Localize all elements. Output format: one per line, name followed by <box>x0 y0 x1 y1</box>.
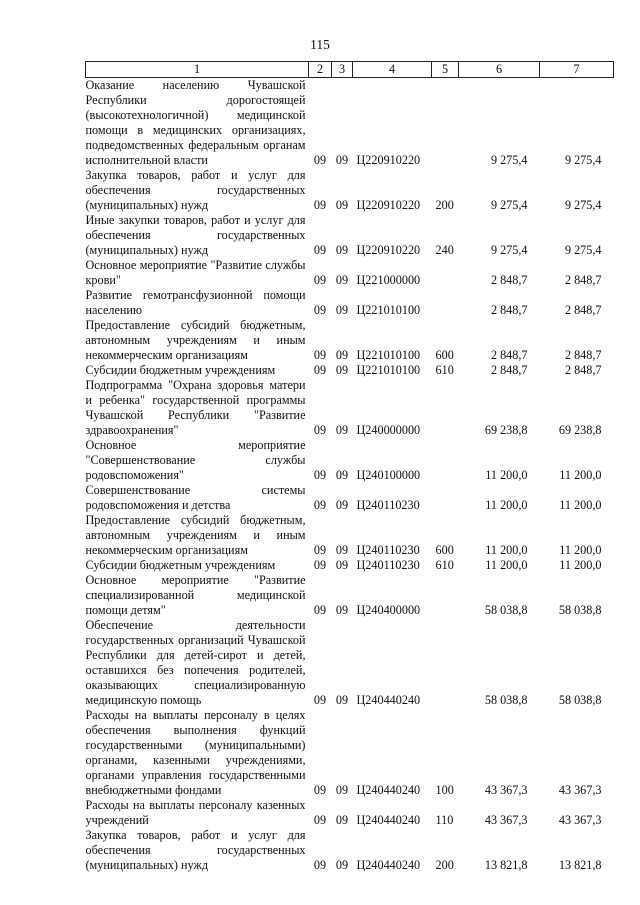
amount-cell: 11 200,0 <box>485 468 528 482</box>
expense-type-cell <box>432 573 459 618</box>
target-article-cell: Ц221010100 <box>356 348 421 362</box>
subsection-cell: 09 <box>335 858 349 872</box>
subsection-cell: 09 <box>335 543 349 557</box>
table-row <box>86 708 614 798</box>
column-header-5: 5 <box>432 62 459 78</box>
table-row <box>86 618 614 708</box>
row-name-cell: Закупка товаров, работ и услуг для обеспечения государственных (муниципальных) нужд <box>85 168 306 212</box>
row-name-cell: Расходы на выплаты персоналу в целях обеспечения выполнения функций государственными (муниципальными) органами, казенными учреждениями, органами управления государственными внебюджетными фондами <box>85 708 306 797</box>
section-cell: 09 <box>313 498 327 512</box>
amount-total-cell: 11 200,0 <box>559 498 602 512</box>
target-article-cell: Ц240110230 <box>356 543 420 557</box>
row-name-cell: Предоставление субсидий бюджетным, автономным учреждениям и иным некоммерческим организациям <box>85 513 306 557</box>
amount-cell: 13 821,8 <box>484 858 528 872</box>
row-name-cell: Расходы на выплаты персоналу казенных учреждений <box>85 798 306 827</box>
amount-total-cell: 13 821,8 <box>558 858 602 872</box>
table-row <box>86 363 614 378</box>
expense-type-cell: 200 <box>435 198 454 212</box>
target-article-cell: Ц240110230 <box>356 558 420 572</box>
subsection-cell: 09 <box>335 498 349 512</box>
section-cell: 09 <box>313 468 327 482</box>
column-header-2: 2 <box>309 62 332 78</box>
table-row <box>86 798 614 828</box>
column-header-1: 1 <box>86 62 309 78</box>
amount-total-cell: 43 367,3 <box>558 783 602 797</box>
section-cell: 09 <box>313 558 327 572</box>
section-cell: 09 <box>313 348 327 362</box>
target-article-cell: Ц240000000 <box>356 423 421 437</box>
amount-total-cell: 9 275,4 <box>564 153 602 167</box>
target-article-cell: Ц220910220 <box>356 198 421 212</box>
target-article-cell: Ц220910220 <box>356 243 421 257</box>
amount-total-cell: 11 200,0 <box>559 558 602 572</box>
amount-cell: 58 038,8 <box>484 603 528 617</box>
row-name-cell: Иные закупки товаров, работ и услуг для обеспечения государственных (муниципальных) нужд <box>85 213 306 257</box>
section-cell: 09 <box>313 693 327 707</box>
expense-type-cell <box>432 78 459 169</box>
amount-cell: 11 200,0 <box>485 558 528 572</box>
expense-type-cell: 110 <box>435 813 454 827</box>
row-name-cell: Субсидии бюджетным учреждениям <box>85 363 276 377</box>
table-row <box>86 828 614 873</box>
table-row <box>86 258 614 288</box>
expense-type-cell <box>432 378 459 438</box>
amount-cell: 9 275,4 <box>490 198 528 212</box>
row-name-cell: Обеспечение деятельности государственных организаций Чувашской Республики для детей-сирот и детей, оставшихся без попечения родителей, оказывающих специализированную медицинскую помощь <box>85 618 306 707</box>
subsection-cell: 09 <box>335 558 349 572</box>
table-row <box>86 438 614 483</box>
amount-total-cell: 11 200,0 <box>559 468 602 482</box>
table-row <box>86 168 614 213</box>
subsection-cell: 09 <box>335 693 349 707</box>
amount-cell: 2 848,7 <box>490 303 528 317</box>
expense-type-cell <box>432 483 459 513</box>
target-article-cell: Ц240440240 <box>356 813 421 827</box>
target-article-cell: Ц240440240 <box>356 693 421 707</box>
expense-type-cell <box>432 618 459 708</box>
column-header-7: 7 <box>540 62 614 78</box>
section-cell: 09 <box>313 363 327 377</box>
row-name-cell: Развитие гемотрансфузионной помощи населению <box>85 288 306 317</box>
table-row <box>86 213 614 258</box>
section-cell: 09 <box>313 243 327 257</box>
section-cell: 09 <box>313 783 327 797</box>
expense-type-cell: 240 <box>435 243 454 257</box>
subsection-cell: 09 <box>335 303 349 317</box>
amount-cell: 69 238,8 <box>484 423 528 437</box>
row-name-cell: Предоставление субсидий бюджетным, автономным учреждениям и иным некоммерческим организациям <box>85 318 306 362</box>
section-cell: 09 <box>313 543 327 557</box>
subsection-cell: 09 <box>335 603 349 617</box>
section-cell: 09 <box>313 198 327 212</box>
section-cell: 09 <box>313 273 327 287</box>
expense-type-cell: 600 <box>435 348 454 362</box>
column-header-4: 4 <box>353 62 432 78</box>
target-article-cell: Ц240100000 <box>356 468 421 482</box>
amount-cell: 2 848,7 <box>490 348 528 362</box>
amount-cell: 2 848,7 <box>490 273 528 287</box>
amount-total-cell: 58 038,8 <box>558 603 602 617</box>
amount-cell: 11 200,0 <box>485 543 528 557</box>
subsection-cell: 09 <box>335 153 349 167</box>
target-article-cell: Ц240400000 <box>356 603 421 617</box>
table-header-row <box>86 62 614 78</box>
table-row <box>86 378 614 438</box>
amount-cell: 11 200,0 <box>485 498 528 512</box>
row-name-cell: Совершенствование системы родовспоможения и детства <box>85 483 306 512</box>
expense-type-cell: 610 <box>435 558 454 572</box>
table-row <box>86 513 614 558</box>
row-name-cell: Оказание населению Чувашской Республики дорогостоящей (высокотехнологичной) медицинской помощи в медицинских организациях, подведомственных федеральным органам исполнительной власти <box>85 78 306 167</box>
expense-type-cell <box>432 438 459 483</box>
amount-cell: 58 038,8 <box>484 693 528 707</box>
target-article-cell: Ц240440240 <box>356 858 421 872</box>
amount-cell: 9 275,4 <box>490 153 528 167</box>
section-cell: 09 <box>313 153 327 167</box>
target-article-cell: Ц220910220 <box>356 153 421 167</box>
amount-total-cell: 69 238,8 <box>558 423 602 437</box>
row-name-cell: Основное мероприятие "Развитие специализированной медицинской помощи детям" <box>85 573 306 617</box>
column-header-3: 3 <box>332 62 353 78</box>
amount-cell: 2 848,7 <box>490 363 528 377</box>
target-article-cell: Ц240110230 <box>356 498 420 512</box>
subsection-cell: 09 <box>335 243 349 257</box>
amount-total-cell: 9 275,4 <box>564 198 602 212</box>
section-cell: 09 <box>313 858 327 872</box>
section-cell: 09 <box>313 303 327 317</box>
amount-total-cell: 2 848,7 <box>564 303 602 317</box>
table-row <box>86 78 614 169</box>
expense-type-cell <box>432 288 459 318</box>
subsection-cell: 09 <box>335 348 349 362</box>
amount-total-cell: 9 275,4 <box>564 243 602 257</box>
expense-type-cell: 200 <box>435 858 454 872</box>
subsection-cell: 09 <box>335 273 349 287</box>
row-name-cell: Субсидии бюджетным учреждениям <box>85 558 276 572</box>
section-cell: 09 <box>313 423 327 437</box>
table-row <box>86 558 614 573</box>
table-row <box>86 573 614 618</box>
budget-table <box>85 61 614 873</box>
table-row <box>86 483 614 513</box>
expense-type-cell: 600 <box>435 543 454 557</box>
amount-total-cell: 58 038,8 <box>558 693 602 707</box>
page-number: 115 <box>310 37 330 52</box>
target-article-cell: Ц221000000 <box>356 273 421 287</box>
row-name-cell: Основное мероприятие "Развитие службы крови" <box>85 258 306 287</box>
subsection-cell: 09 <box>335 423 349 437</box>
table-row <box>86 288 614 318</box>
amount-total-cell: 43 367,3 <box>558 813 602 827</box>
section-cell: 09 <box>313 603 327 617</box>
subsection-cell: 09 <box>335 468 349 482</box>
amount-cell: 43 367,3 <box>484 783 528 797</box>
target-article-cell: Ц221010100 <box>356 303 421 317</box>
subsection-cell: 09 <box>335 783 349 797</box>
target-article-cell: Ц240440240 <box>356 783 421 797</box>
amount-cell: 43 367,3 <box>484 813 528 827</box>
target-article-cell: Ц221010100 <box>356 363 421 377</box>
subsection-cell: 09 <box>335 813 349 827</box>
amount-total-cell: 2 848,7 <box>564 363 602 377</box>
subsection-cell: 09 <box>335 198 349 212</box>
amount-cell: 9 275,4 <box>490 243 528 257</box>
expense-type-cell: 610 <box>435 363 454 377</box>
subsection-cell: 09 <box>335 363 349 377</box>
amount-total-cell: 11 200,0 <box>559 543 602 557</box>
amount-total-cell: 2 848,7 <box>564 273 602 287</box>
table-row <box>86 318 614 363</box>
column-header-6: 6 <box>459 62 540 78</box>
amount-total-cell: 2 848,7 <box>564 348 602 362</box>
row-name-cell: Закупка товаров, работ и услуг для обеспечения государственных (муниципальных) нужд <box>85 828 306 872</box>
section-cell: 09 <box>313 813 327 827</box>
row-name-cell: Основное мероприятие "Совершенствование службы родовспоможения" <box>85 438 306 482</box>
expense-type-cell <box>432 258 459 288</box>
row-name-cell: Подпрограмма "Охрана здоровья матери и ребенка" государственной программы Чувашской Республики "Развитие здравоохранения" <box>85 378 306 437</box>
expense-type-cell: 100 <box>435 783 454 797</box>
